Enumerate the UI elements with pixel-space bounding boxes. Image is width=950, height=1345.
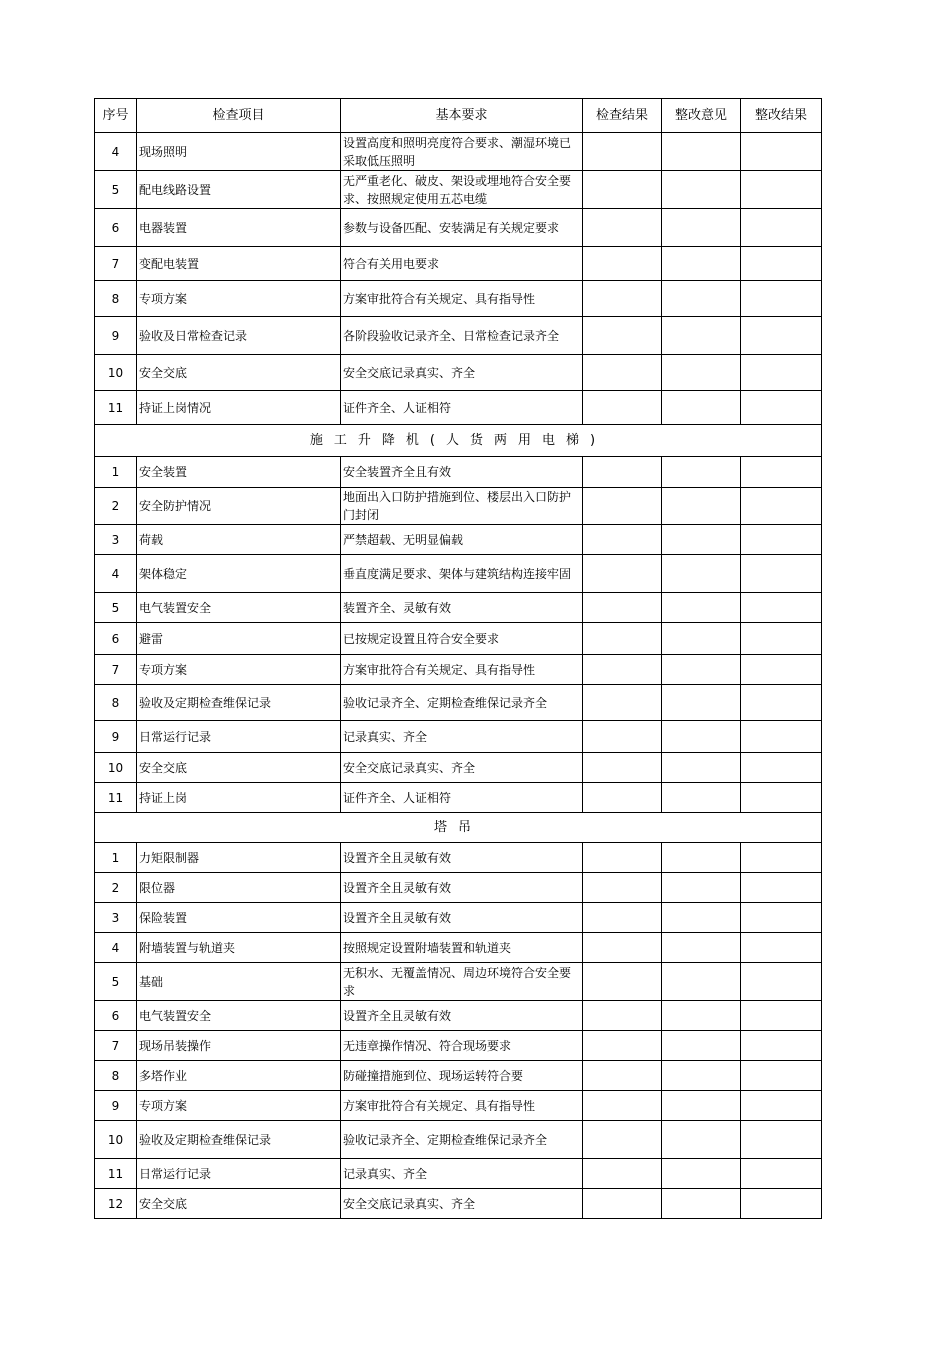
row-number: 5: [95, 593, 137, 623]
check-item: 安全防护情况: [137, 488, 341, 525]
table-row: [95, 593, 822, 623]
check-result-cell: [583, 1189, 662, 1219]
table-row: [95, 317, 822, 355]
row-number: 4: [95, 133, 137, 171]
rectification-result-cell: [741, 593, 822, 623]
table-row: [95, 355, 822, 391]
row-number: 10: [95, 355, 137, 391]
check-item: 日常运行记录: [137, 1159, 341, 1189]
check-result-cell: [583, 1121, 662, 1159]
check-item: 力矩限制器: [137, 843, 341, 873]
rectification-opinion-cell: [662, 281, 741, 317]
basic-requirement: 符合有关用电要求: [341, 247, 583, 281]
rectification-result-cell: [741, 1001, 822, 1031]
table-row: [95, 281, 822, 317]
rectification-result-cell: [741, 843, 822, 873]
row-number: 8: [95, 1061, 137, 1091]
check-result-cell: [583, 247, 662, 281]
table-row: [95, 1031, 822, 1061]
rectification-result-cell: [741, 655, 822, 685]
table-row: [95, 873, 822, 903]
check-item: 持证上岗情况: [137, 391, 341, 425]
rectification-result-cell: [741, 623, 822, 655]
table-row: [95, 655, 822, 685]
check-item: 避雷: [137, 623, 341, 655]
check-result-cell: [583, 623, 662, 655]
check-result-cell: [583, 355, 662, 391]
rectification-opinion-cell: [662, 1031, 741, 1061]
row-number: 4: [95, 555, 137, 593]
check-item: 验收及日常检查记录: [137, 317, 341, 355]
check-result-cell: [583, 457, 662, 488]
table-row: [95, 963, 822, 1001]
basic-requirement: 安全交底记录真实、齐全: [341, 1189, 583, 1219]
check-result-cell: [583, 133, 662, 171]
check-result-cell: [583, 555, 662, 593]
check-item: 现场照明: [137, 133, 341, 171]
table-row: [95, 1061, 822, 1091]
basic-requirement: 方案审批符合有关规定、具有指导性: [341, 655, 583, 685]
row-number: 10: [95, 753, 137, 783]
check-item: 荷载: [137, 525, 341, 555]
basic-requirement: 记录真实、齐全: [341, 721, 583, 753]
rectification-opinion-cell: [662, 843, 741, 873]
basic-requirement: 安全交底记录真实、齐全: [341, 753, 583, 783]
table-row: [95, 133, 822, 171]
row-number: 3: [95, 903, 137, 933]
basic-requirement: 记录真实、齐全: [341, 1159, 583, 1189]
rectification-result-cell: [741, 1061, 822, 1091]
check-result-cell: [583, 721, 662, 753]
row-number: 6: [95, 209, 137, 247]
rectification-result-cell: [741, 171, 822, 209]
header-row: [95, 99, 822, 133]
basic-requirement: 证件齐全、人证相符: [341, 783, 583, 813]
rectification-opinion-cell: [662, 1091, 741, 1121]
rectification-result-cell: [741, 555, 822, 593]
check-result-cell: [583, 933, 662, 963]
row-number: 7: [95, 247, 137, 281]
check-item: 电器装置: [137, 209, 341, 247]
table-row: [95, 843, 822, 873]
check-item: 配电线路设置: [137, 171, 341, 209]
rectification-opinion-cell: [662, 317, 741, 355]
row-number: 12: [95, 1189, 137, 1219]
rectification-opinion-cell: [662, 457, 741, 488]
check-item: 限位器: [137, 873, 341, 903]
rectification-result-cell: [741, 317, 822, 355]
basic-requirement: 方案审批符合有关规定、具有指导性: [341, 1091, 583, 1121]
basic-requirement: 设置高度和照明亮度符合要求、潮湿环境已采取低压照明: [341, 133, 583, 171]
rectification-result-cell: [741, 1091, 822, 1121]
check-item: 安全交底: [137, 753, 341, 783]
check-result-cell: [583, 391, 662, 425]
rectification-opinion-cell: [662, 721, 741, 753]
row-number: 1: [95, 457, 137, 488]
section-title: 施工升降机(人货两用电梯): [95, 425, 822, 457]
basic-requirement: 垂直度满足要求、架体与建筑结构连接牢固: [341, 555, 583, 593]
header-cell-result: 检查结果: [583, 99, 662, 133]
check-item: 持证上岗: [137, 783, 341, 813]
check-result-cell: [583, 843, 662, 873]
basic-requirement: 证件齐全、人证相符: [341, 391, 583, 425]
header-cell-requirement: 基本要求: [341, 99, 583, 133]
table-row: [95, 391, 822, 425]
check-result-cell: [583, 873, 662, 903]
check-item: 验收及定期检查维保记录: [137, 1121, 341, 1159]
row-number: 8: [95, 281, 137, 317]
rectification-opinion-cell: [662, 171, 741, 209]
inspection-table: [94, 98, 822, 1219]
rectification-opinion-cell: [662, 623, 741, 655]
table-row: [95, 1121, 822, 1159]
check-result-cell: [583, 281, 662, 317]
check-result-cell: [583, 209, 662, 247]
rectification-result-cell: [741, 1121, 822, 1159]
basic-requirement: 参数与设备匹配、安装满足有关规定要求: [341, 209, 583, 247]
rectification-result-cell: [741, 1031, 822, 1061]
basic-requirement: 各阶段验收记录齐全、日常检查记录齐全: [341, 317, 583, 355]
rectification-result-cell: [741, 753, 822, 783]
table-body: [95, 99, 822, 1219]
rectification-opinion-cell: [662, 753, 741, 783]
check-result-cell: [583, 753, 662, 783]
rectification-result-cell: [741, 457, 822, 488]
rectification-result-cell: [741, 209, 822, 247]
basic-requirement: 设置齐全且灵敏有效: [341, 843, 583, 873]
rectification-result-cell: [741, 355, 822, 391]
check-result-cell: [583, 488, 662, 525]
rectification-result-cell: [741, 783, 822, 813]
check-result-cell: [583, 655, 662, 685]
basic-requirement: 方案审批符合有关规定、具有指导性: [341, 281, 583, 317]
header-cell-item: 检查项目: [137, 99, 341, 133]
row-number: 9: [95, 721, 137, 753]
table-row: [95, 1159, 822, 1189]
basic-requirement: 设置齐全且灵敏有效: [341, 903, 583, 933]
rectification-opinion-cell: [662, 903, 741, 933]
rectification-opinion-cell: [662, 963, 741, 1001]
basic-requirement: 无违章操作情况、符合现场要求: [341, 1031, 583, 1061]
basic-requirement: 无积水、无覆盖情况、周边环境符合安全要求: [341, 963, 583, 1001]
check-item: 变配电装置: [137, 247, 341, 281]
header-cell-opinion: 整改意见: [662, 99, 741, 133]
check-result-cell: [583, 525, 662, 555]
rectification-result-cell: [741, 873, 822, 903]
check-result-cell: [583, 593, 662, 623]
check-result-cell: [583, 317, 662, 355]
check-result-cell: [583, 1031, 662, 1061]
rectification-opinion-cell: [662, 133, 741, 171]
rectification-result-cell: [741, 525, 822, 555]
basic-requirement: 地面出入口防护措施到位、楼层出入口防护门封闭: [341, 488, 583, 525]
check-result-cell: [583, 171, 662, 209]
table-row: [95, 903, 822, 933]
rectification-result-cell: [741, 933, 822, 963]
table-row: [95, 488, 822, 525]
rectification-opinion-cell: [662, 655, 741, 685]
check-item: 安全交底: [137, 355, 341, 391]
table-row: [95, 457, 822, 488]
row-number: 5: [95, 963, 137, 1001]
check-item: 专项方案: [137, 1091, 341, 1121]
row-number: 2: [95, 488, 137, 525]
row-number: 6: [95, 1001, 137, 1031]
rectification-opinion-cell: [662, 209, 741, 247]
rectification-opinion-cell: [662, 1121, 741, 1159]
row-number: 4: [95, 933, 137, 963]
rectification-opinion-cell: [662, 1189, 741, 1219]
rectification-opinion-cell: [662, 873, 741, 903]
check-item: 架体稳定: [137, 555, 341, 593]
check-item: 电气装置安全: [137, 593, 341, 623]
row-number: 7: [95, 1031, 137, 1061]
header-cell-no: 序号: [95, 99, 137, 133]
rectification-opinion-cell: [662, 1001, 741, 1031]
basic-requirement: 无严重老化、破皮、架设或埋地符合安全要求、按照规定使用五芯电缆: [341, 171, 583, 209]
check-item: 验收及定期检查维保记录: [137, 685, 341, 721]
check-result-cell: [583, 903, 662, 933]
rectification-opinion-cell: [662, 593, 741, 623]
rectification-opinion-cell: [662, 933, 741, 963]
section-header-row: [95, 813, 822, 843]
row-number: 8: [95, 685, 137, 721]
basic-requirement: 已按规定设置且符合安全要求: [341, 623, 583, 655]
check-result-cell: [583, 783, 662, 813]
basic-requirement: 装置齐全、灵敏有效: [341, 593, 583, 623]
rectification-result-cell: [741, 247, 822, 281]
rectification-opinion-cell: [662, 247, 741, 281]
basic-requirement: 严禁超载、无明显偏载: [341, 525, 583, 555]
row-number: 2: [95, 873, 137, 903]
basic-requirement: 验收记录齐全、定期检查维保记录齐全: [341, 1121, 583, 1159]
basic-requirement: 安全交底记录真实、齐全: [341, 355, 583, 391]
basic-requirement: 设置齐全且灵敏有效: [341, 1001, 583, 1031]
check-result-cell: [583, 1159, 662, 1189]
table-row: [95, 525, 822, 555]
check-item: 安全交底: [137, 1189, 341, 1219]
table-row: [95, 685, 822, 721]
row-number: 5: [95, 171, 137, 209]
section-header-row: [95, 425, 822, 457]
table-row: [95, 209, 822, 247]
check-item: 电气装置安全: [137, 1001, 341, 1031]
table-row: [95, 247, 822, 281]
table-row: [95, 1001, 822, 1031]
check-result-cell: [583, 1091, 662, 1121]
row-number: 10: [95, 1121, 137, 1159]
basic-requirement: 按照规定设置附墙装置和轨道夹: [341, 933, 583, 963]
rectification-opinion-cell: [662, 685, 741, 721]
check-item: 基础: [137, 963, 341, 1001]
rectification-result-cell: [741, 963, 822, 1001]
check-result-cell: [583, 685, 662, 721]
table-row: [95, 933, 822, 963]
section-title: 塔吊: [95, 813, 822, 843]
rectification-result-cell: [741, 903, 822, 933]
row-number: 9: [95, 1091, 137, 1121]
rectification-opinion-cell: [662, 488, 741, 525]
basic-requirement: 安全装置齐全且有效: [341, 457, 583, 488]
rectification-result-cell: [741, 1189, 822, 1219]
check-item: 安全装置: [137, 457, 341, 488]
table-row: [95, 721, 822, 753]
table-row: [95, 171, 822, 209]
row-number: 6: [95, 623, 137, 655]
table-row: [95, 555, 822, 593]
row-number: 11: [95, 391, 137, 425]
check-item: 专项方案: [137, 655, 341, 685]
header-cell-fix-result: 整改结果: [741, 99, 822, 133]
check-item: 现场吊装操作: [137, 1031, 341, 1061]
check-item: 专项方案: [137, 281, 341, 317]
check-item: 保险装置: [137, 903, 341, 933]
row-number: 9: [95, 317, 137, 355]
row-number: 7: [95, 655, 137, 685]
rectification-opinion-cell: [662, 355, 741, 391]
rectification-result-cell: [741, 281, 822, 317]
rectification-result-cell: [741, 1159, 822, 1189]
check-result-cell: [583, 1001, 662, 1031]
check-item: 多塔作业: [137, 1061, 341, 1091]
check-item: 日常运行记录: [137, 721, 341, 753]
rectification-result-cell: [741, 685, 822, 721]
table-row: [95, 1091, 822, 1121]
table-row: [95, 623, 822, 655]
basic-requirement: 验收记录齐全、定期检查维保记录齐全: [341, 685, 583, 721]
table-row: [95, 783, 822, 813]
rectification-result-cell: [741, 721, 822, 753]
check-item: 附墙装置与轨道夹: [137, 933, 341, 963]
basic-requirement: 防碰撞措施到位、现场运转符合要: [341, 1061, 583, 1091]
rectification-result-cell: [741, 488, 822, 525]
rectification-opinion-cell: [662, 1061, 741, 1091]
rectification-opinion-cell: [662, 783, 741, 813]
row-number: 1: [95, 843, 137, 873]
basic-requirement: 设置齐全且灵敏有效: [341, 873, 583, 903]
rectification-opinion-cell: [662, 391, 741, 425]
check-result-cell: [583, 1061, 662, 1091]
row-number: 11: [95, 1159, 137, 1189]
rectification-opinion-cell: [662, 525, 741, 555]
rectification-result-cell: [741, 133, 822, 171]
table-row: [95, 1189, 822, 1219]
check-result-cell: [583, 963, 662, 1001]
rectification-result-cell: [741, 391, 822, 425]
rectification-opinion-cell: [662, 1159, 741, 1189]
row-number: 11: [95, 783, 137, 813]
rectification-opinion-cell: [662, 555, 741, 593]
row-number: 3: [95, 525, 137, 555]
table-row: [95, 753, 822, 783]
